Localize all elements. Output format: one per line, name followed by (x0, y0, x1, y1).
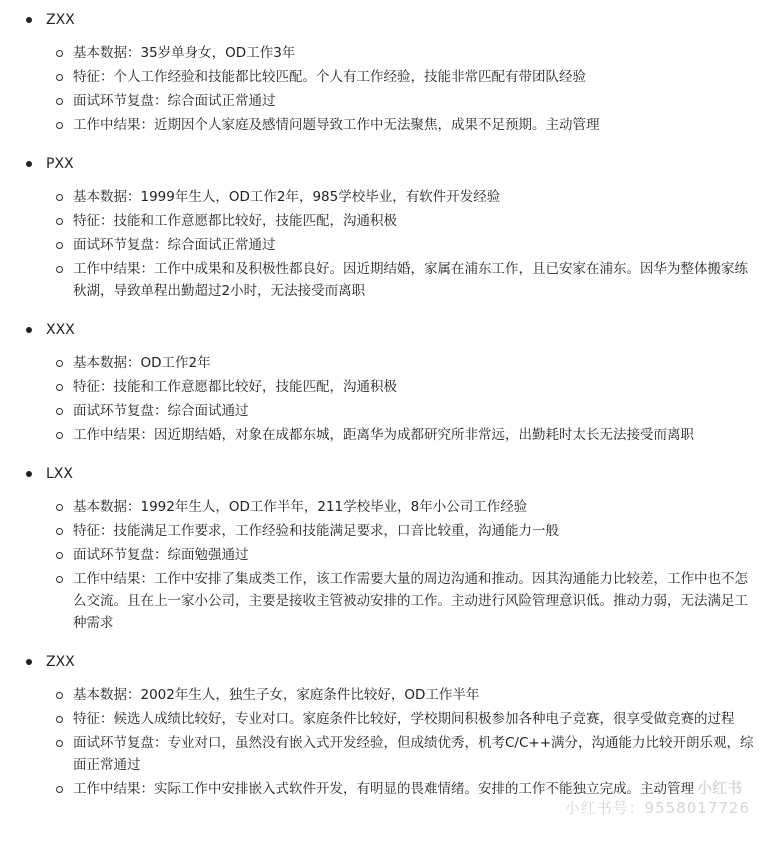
detail-interview-review (26, 544, 760, 566)
circle-bullet-icon (56, 98, 63, 105)
candidate-section (26, 652, 760, 800)
detail-basic-info (26, 42, 760, 64)
detail-interview-review (26, 90, 760, 112)
detail-interview-review (26, 234, 760, 256)
circle-bullet-icon (56, 786, 63, 793)
candidate-details-list (26, 42, 760, 136)
circle-bullet-icon (56, 194, 63, 201)
detail-traits (26, 210, 760, 232)
detail-traits (26, 376, 760, 398)
candidate-section (26, 320, 760, 446)
candidate-name: LXX (46, 466, 73, 482)
detail-text: 基本数据：1992年生人，OD工作半年，211学校毕业，8年小公司工作经验 (73, 499, 528, 515)
candidate-heading (26, 320, 760, 340)
candidate-details-list (26, 684, 760, 800)
watermark-id: 小红书号：9558017726 (564, 799, 750, 817)
detail-text: 特征：技能满足工作要求，工作经验和技能满足要求，口音比较重，沟通能力一般 (73, 523, 559, 539)
detail-text: 特征：技能和工作意愿都比较好，技能匹配，沟通积极 (73, 379, 397, 395)
detail-text: 工作中结果：因近期结婚，对象在成都东城，距离华为成都研究所非常远，出勤耗时太长无法接受而离职 (73, 427, 694, 443)
circle-bullet-icon (56, 740, 63, 747)
detail-text: 面试环节复盘：专业对口，虽然没有嵌入式开发经验，但成绩优秀，机考C/C++满分，沟通能力比较开朗乐观，综面正常通过 (73, 735, 754, 773)
detail-text: 面试环节复盘：综合面试正常通过 (73, 237, 276, 253)
watermark-brand: 小红书 (696, 779, 742, 797)
circle-bullet-icon (56, 528, 63, 535)
candidate-section (26, 154, 760, 302)
candidate-heading (26, 652, 760, 672)
circle-bullet-icon (56, 384, 63, 391)
detail-basic-info (26, 186, 760, 208)
detail-text: 特征：候选人成绩比较好，专业对口。家庭条件比较好，学校期间积极参加各种电子竞赛，很享受做竞赛的过程 (73, 711, 735, 727)
circle-bullet-icon (56, 50, 63, 57)
detail-text: 基本数据：35岁单身女，OD工作3年 (73, 45, 296, 61)
circle-bullet-icon (56, 218, 63, 225)
candidate-details-list (26, 496, 760, 634)
candidate-heading (26, 464, 760, 484)
candidate-details-list (26, 352, 760, 446)
circle-bullet-icon (56, 266, 63, 273)
detail-basic-info (26, 352, 760, 374)
detail-text: 工作中结果：实际工作中安排嵌入式软件开发，有明显的畏难情绪。安排的工作不能独立完成。主动管理 (73, 781, 694, 797)
circle-bullet-icon (56, 692, 63, 699)
candidate-name: ZXX (46, 12, 75, 28)
detail-interview-review (26, 400, 760, 422)
detail-text: 特征：个人工作经验和技能都比较匹配。个人有工作经验，技能非常匹配有带团队经验 (73, 69, 586, 85)
candidate-name: XXX (46, 322, 75, 338)
detail-work-result (26, 424, 760, 446)
detail-text: 特征：技能和工作意愿都比较好，技能匹配，沟通积极 (73, 213, 397, 229)
detail-work-result (26, 114, 760, 136)
circle-bullet-icon (56, 408, 63, 415)
candidate-details-list (26, 186, 760, 302)
circle-bullet-icon (56, 504, 63, 511)
detail-text: 工作中结果：工作中成果和及积极性都良好。因近期结婚，家属在浦东工作，且已安家在浦东。因华为整体搬家练秋湖，导致单程出勤超过2小时，无法接受而离职 (73, 261, 748, 299)
detail-text: 工作中结果：近期因个人家庭及感情问题导致工作中无法聚焦，成果不足预期。主动管理 (73, 117, 600, 133)
circle-bullet-icon (56, 432, 63, 439)
candidate-section (26, 464, 760, 634)
candidate-section (26, 10, 760, 136)
candidate-name: ZXX (46, 654, 75, 670)
detail-text: 基本数据：OD工作2年 (73, 355, 211, 371)
circle-bullet-icon (56, 576, 63, 583)
detail-work-result (26, 258, 760, 302)
circle-bullet-icon (56, 74, 63, 81)
detail-text: 基本数据：2002年生人，独生子女，家庭条件比较好，OD工作半年 (73, 687, 480, 703)
circle-bullet-icon (56, 360, 63, 367)
detail-text: 工作中结果：工作中安排了集成类工作，该工作需要大量的周边沟通和推动。因其沟通能力比较差，工作中也不怎么交流。且在上一家小公司，主要是接收主管被动安排的工作。主动进行风险管理意识低。推动力弱，无法满足工种需求 (73, 571, 748, 631)
bullet-dot-icon (26, 17, 32, 23)
bullet-dot-icon (26, 161, 32, 167)
detail-text: 基本数据：1999年生人，OD工作2年，985学校毕业，有软件开发经验 (73, 189, 501, 205)
candidate-heading (26, 154, 760, 174)
candidate-heading (26, 10, 760, 30)
detail-work-result (26, 778, 760, 800)
detail-traits (26, 66, 760, 88)
detail-text: 面试环节复盘：综面勉强通过 (73, 547, 249, 563)
detail-interview-review (26, 732, 760, 776)
detail-text: 面试环节复盘：综合面试通过 (73, 403, 249, 419)
circle-bullet-icon (56, 716, 63, 723)
detail-basic-info (26, 496, 760, 518)
candidate-name: PXX (46, 156, 74, 172)
bullet-dot-icon (26, 471, 32, 477)
detail-basic-info (26, 684, 760, 706)
bullet-dot-icon (26, 659, 32, 665)
bullet-dot-icon (26, 327, 32, 333)
circle-bullet-icon (56, 122, 63, 129)
circle-bullet-icon (56, 552, 63, 559)
detail-traits (26, 708, 760, 730)
detail-text: 面试环节复盘：综合面试正常通过 (73, 93, 276, 109)
detail-traits (26, 520, 760, 542)
circle-bullet-icon (56, 242, 63, 249)
detail-work-result (26, 568, 760, 634)
